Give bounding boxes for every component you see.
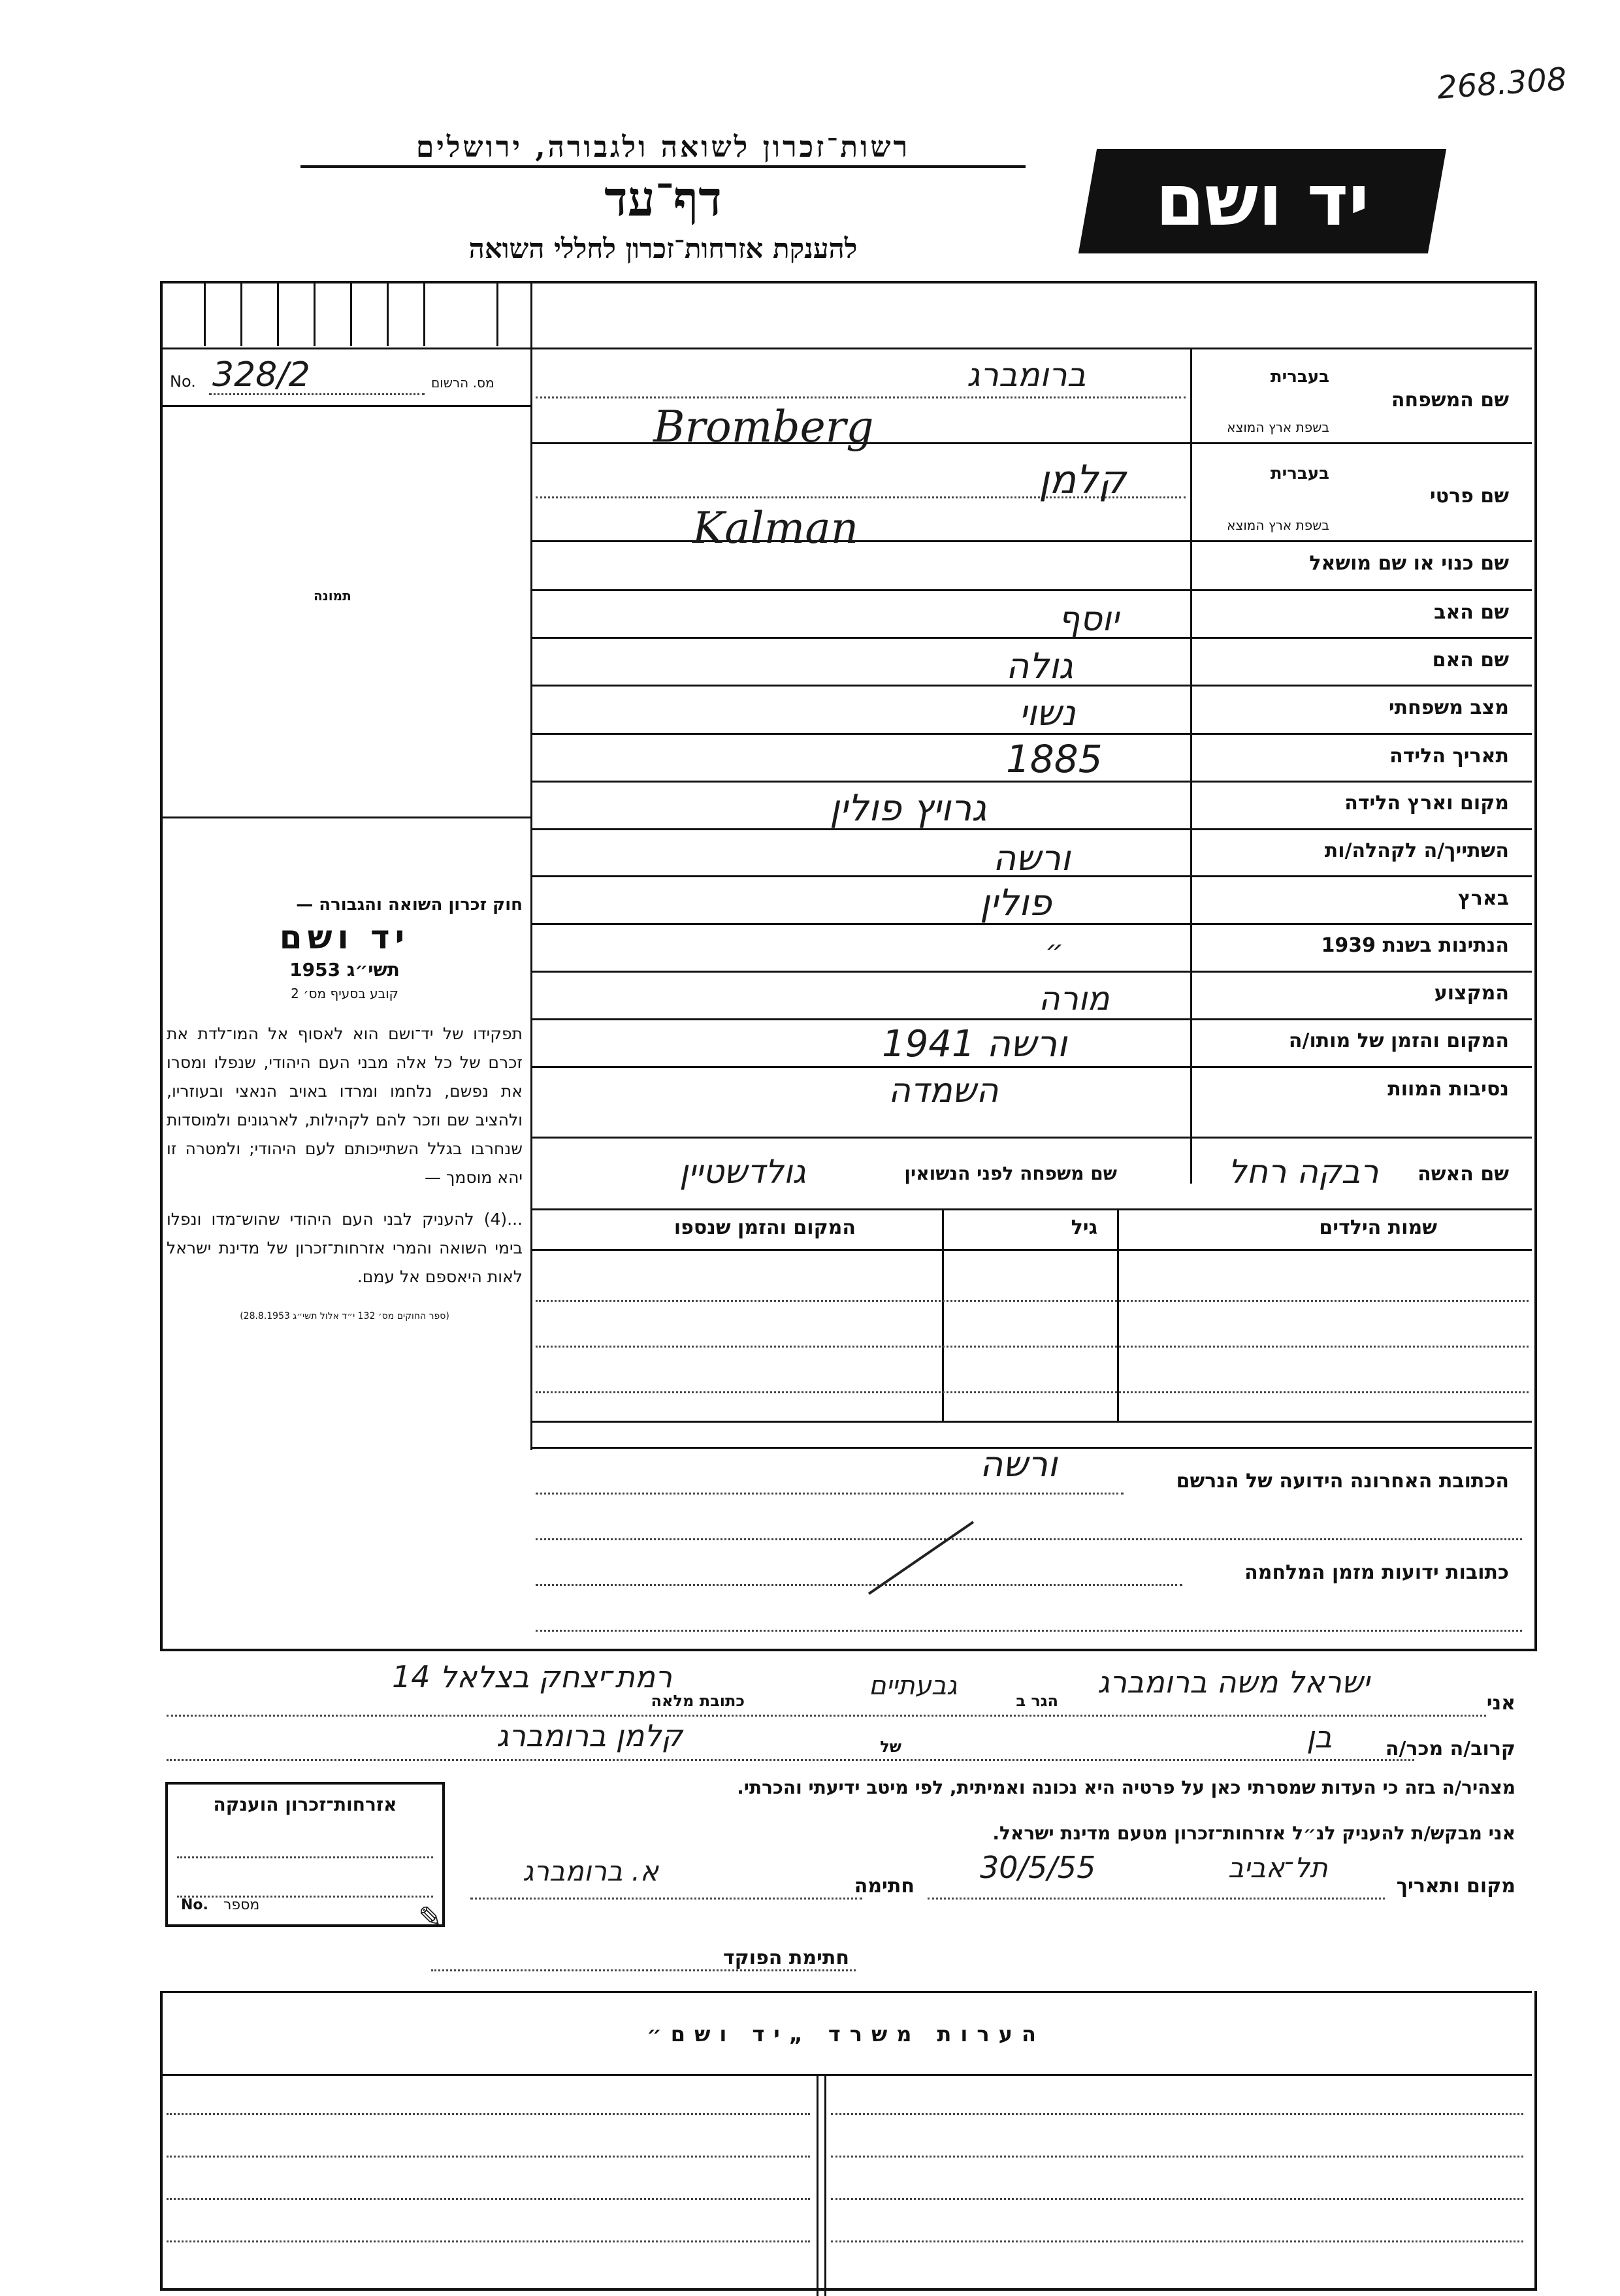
field-family-name-label: שם המשפחה bbox=[1391, 389, 1509, 412]
field-first-name-sub2: בשפת ארץ המוצא bbox=[1227, 517, 1329, 533]
field-profession-label: המקצוע bbox=[1434, 982, 1509, 1005]
field-nationality-value: ״ bbox=[1045, 934, 1064, 967]
field-death-cause-value: השמדה bbox=[888, 1071, 999, 1110]
relation-label: קרוב/ה מכר/ה bbox=[1385, 1738, 1515, 1760]
field-country-label: בארץ bbox=[1457, 887, 1509, 910]
children-names-header: שמות הילדים bbox=[1319, 1216, 1437, 1239]
of-label: של bbox=[880, 1738, 901, 1756]
declarant-resides-value: גבעתיים bbox=[869, 1671, 958, 1701]
field-marital-label: מצב משפחתי bbox=[1388, 696, 1509, 719]
field-father-label: שם האב bbox=[1434, 601, 1509, 624]
field-birthdate-value: 1885 bbox=[1006, 737, 1103, 781]
law-name: יד ושם bbox=[279, 918, 410, 956]
archive-number: 268.308 bbox=[1436, 61, 1568, 106]
last-address-label: הכתובת האחרונה הידועה של הנרשם bbox=[1176, 1470, 1509, 1493]
field-mother-value: גולה bbox=[1006, 645, 1073, 687]
field-community-label: השתייך/ה לקהלה/ות bbox=[1324, 839, 1509, 862]
field-birthplace-value: גרויץ פולין bbox=[830, 787, 987, 830]
office-notes-title: הערות משרד „יד ושם״ bbox=[647, 2022, 1045, 2046]
office-notes-frame bbox=[160, 1991, 1537, 2291]
children-place-header: המקום והזמן שנספו bbox=[673, 1216, 856, 1239]
date-value: 30/5/55 bbox=[980, 1850, 1096, 1885]
registration-number-label: מס. הרשום bbox=[431, 375, 494, 391]
last-address-value: ורשה bbox=[980, 1444, 1058, 1485]
authority-title: רשות־זכרון לשואה ולגבורה, ירושלים bbox=[300, 131, 1026, 168]
grant-box-number-label: מספר bbox=[223, 1897, 260, 1913]
law-year: תשי״ג 1953 bbox=[289, 959, 400, 980]
yad-vashem-logo bbox=[1078, 149, 1446, 253]
signature-value: א. ברומברג bbox=[523, 1855, 659, 1887]
field-first-name-sub1: בעברית bbox=[1270, 464, 1329, 483]
law-footnote: (ספר החוקים מס׳ 132 י״ד אלול תשי״ג 28.8.1953) bbox=[240, 1311, 449, 1321]
strike-line bbox=[862, 1515, 980, 1600]
field-family-name-sub2: בשפת ארץ המוצא bbox=[1227, 419, 1329, 435]
declarant-address-value: רמת־יצחק בצלאל 14 bbox=[392, 1659, 673, 1694]
wife-maiden-label: שם משפחה לפני הנשואין bbox=[904, 1163, 1117, 1184]
grant-box-title: אזרחות־זכרון הוענקה bbox=[213, 1794, 397, 1815]
of-value: קלמן ברומברג bbox=[496, 1718, 683, 1753]
field-country-value: פולין bbox=[980, 882, 1052, 924]
form-subtitle: להענקת אזרחות־זכרון לחללי השואה bbox=[468, 233, 858, 265]
field-profession-value: מורה bbox=[1039, 980, 1110, 1018]
signature-label: חתימה bbox=[854, 1875, 915, 1898]
form-title: דף־עד bbox=[604, 171, 722, 227]
war-address-label: כתובות ידועות מזמן המלחמה bbox=[1244, 1561, 1509, 1584]
wife-label: שם האשה bbox=[1418, 1163, 1509, 1186]
no-label: No. bbox=[170, 372, 196, 391]
logo-text: יד ושם bbox=[1155, 160, 1370, 242]
law-paragraph-2: ...(4) להעניק לבני העם היהודי שהוש־מדו ונפלו בימי השואה והמרי אזרחות־זכרון של מדינת ישראל לאות היאספם אל עמם. bbox=[167, 1210, 523, 1286]
field-marital-value: נשוי bbox=[1019, 692, 1076, 734]
field-father-value: יוסף bbox=[1058, 600, 1119, 639]
official-signature-scribble: ✎ bbox=[418, 1901, 442, 1934]
wife-maiden-value: גולדשטיין bbox=[679, 1153, 806, 1191]
declarant-resides-label: הגר ב bbox=[1016, 1692, 1058, 1710]
field-family-name-latin: Bromberg bbox=[653, 402, 874, 452]
field-first-name-value: קלמן bbox=[1039, 457, 1126, 503]
wife-value: רבקה רחל bbox=[1228, 1153, 1379, 1191]
law-clause: קובע בסעיף מס׳ 2 bbox=[291, 986, 398, 1001]
field-birthplace-label: מקום וארץ הלידה bbox=[1344, 792, 1509, 815]
request-text: אני מבקש/ת להעניק לנ״ל אזרחות־זכרון מטעם מדינת ישראל. bbox=[992, 1822, 1515, 1844]
field-nationality-label: הנתינות בשנת 1939 bbox=[1321, 934, 1509, 957]
field-nickname-label: שם כנוי או שם מושאל bbox=[1309, 552, 1509, 575]
photo-label: תמונה bbox=[314, 588, 351, 604]
field-family-name-value: ברומברג bbox=[967, 356, 1086, 394]
field-death-place-label: המקום והזמן של מותו/ה bbox=[1288, 1029, 1509, 1052]
law-title: חוק זכרון השואה והגבורה — bbox=[296, 895, 523, 914]
field-mother-label: שם האם bbox=[1432, 649, 1509, 671]
field-death-cause-label: נסיבות המוות bbox=[1387, 1078, 1509, 1101]
declarant-i-label: אני bbox=[1486, 1692, 1515, 1715]
law-panel bbox=[167, 895, 523, 1321]
place-date-label: מקום ותאריך bbox=[1396, 1875, 1515, 1898]
registration-row bbox=[170, 355, 528, 397]
field-community-value: ורשה bbox=[993, 837, 1071, 879]
relation-value: בן bbox=[1306, 1719, 1333, 1754]
field-first-name-latin: Kalman bbox=[692, 503, 859, 553]
field-first-name-label: שם פרטי bbox=[1429, 485, 1509, 508]
field-death-place-value: ורשה 1941 bbox=[882, 1023, 1067, 1065]
declaration-text: מצהיר/ה בזה כי העדות שמסרתי כאן על פרטיה היא נכונה ואמיתית, לפי מיטב ידיעתי והכרתי. bbox=[737, 1777, 1515, 1798]
field-birthdate-label: תאריך הלידה bbox=[1389, 745, 1509, 768]
grant-box-no-label: No. bbox=[181, 1897, 208, 1913]
field-family-name-sub1: בעברית bbox=[1270, 367, 1329, 387]
children-age-header: גיל bbox=[1071, 1216, 1097, 1239]
registration-number-value: 328/2 bbox=[212, 355, 310, 395]
declarant-address-label: כתובת מלאה bbox=[651, 1692, 745, 1710]
grant-box bbox=[165, 1782, 445, 1927]
place-value: תל־אביב bbox=[1228, 1852, 1328, 1884]
law-paragraph-1: תפקידו של יד־ושם הוא לאסוף אל המו־לדת את זכרם של כל אלה מבני העם היהודי, שנפלו ומסרו את נפשם, נלחמו ומרדו באויב הנאצי ובעוזריו, ולהציב שם וזכר להם לקהילות, לארגונים ולמוסדות שנחרבו בגלל השתייכותם לעם היהודי; ולמטרה זו יהא מוסמך — bbox=[167, 1024, 523, 1187]
declarant-name-value: ישראל משה ברומברג bbox=[1097, 1664, 1370, 1700]
official-signature-label: חתימת הפוקד bbox=[723, 1947, 849, 1969]
